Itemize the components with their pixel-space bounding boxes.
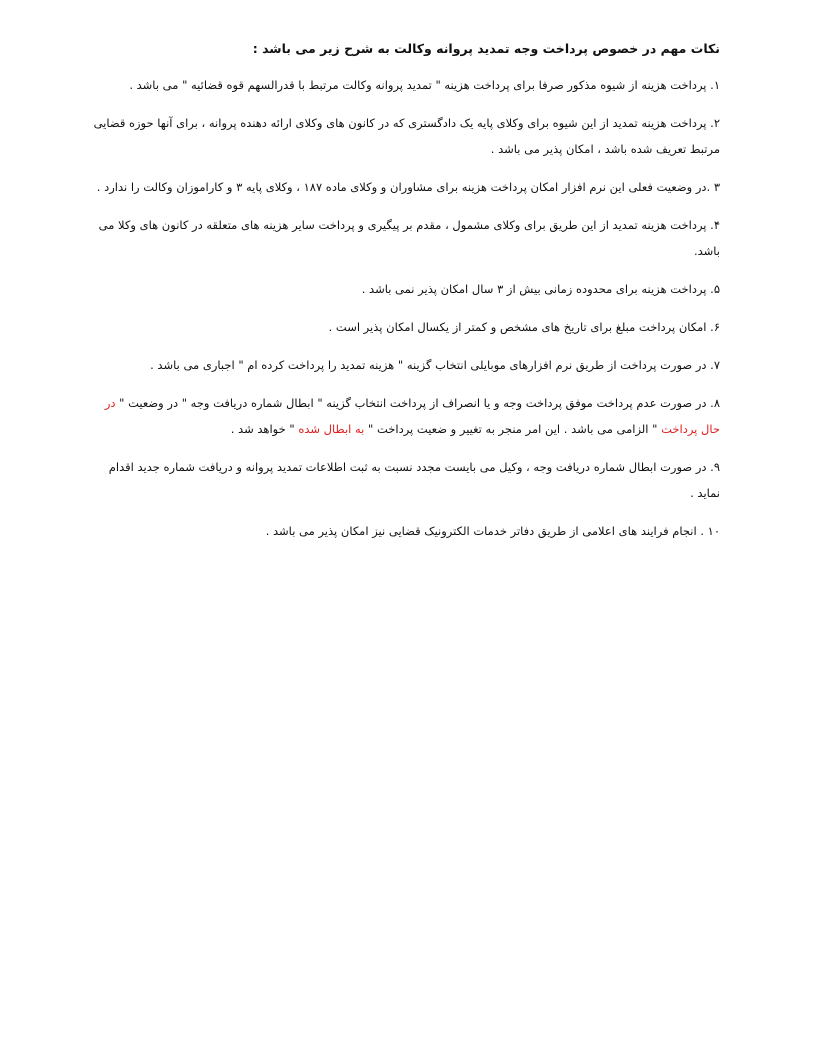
- note-item-6: ۶. امکان پرداخت مبلغ برای تاریخ های مشخص و کمتر از یکسال امکان پذیر است .: [328, 320, 720, 334]
- note-item-7: ۷. در صورت پرداخت از طریق نرم افزارهای موبایلی انتخاب گزینه " هزینه تمدید را پرداخت کرده ام " اجباری می باشد .: [150, 358, 720, 372]
- notes-list: [88, 72, 720, 544]
- status-cancelled: به ابطال شده: [298, 422, 365, 436]
- note-item-3: ۳ .در وضعیت فعلی این نرم افزار امکان پرداخت هزینه برای مشاوران و وکلای ماده ۱۸۷ ، وکلای پایه ۳ و کاراموزان وکالت را ندارد .: [96, 180, 720, 194]
- note-item-8: [88, 390, 720, 442]
- note-item-2: ۲. پرداخت هزینه تمدید از این شیوه برای وکلای پایه یک دادگستری که در کانون های وکلای ارائه دهنده پروانه ، برای آنها حوزه قضایی مرتبط تعریف شده باشد ، امکان پذیر می باشد .: [93, 116, 720, 156]
- document-page: [88, 36, 720, 556]
- note-8-text-middle: " الزامی می باشد . این امر منجر به تغییر و ضعیت پرداخت ": [364, 422, 662, 436]
- note-item-1: ۱. پرداخت هزینه از شیوه مذکور صرفا برای پرداخت هزینه " تمدید پروانه وکالت مرتبط با قدرالسهم قوه قضائیه " می باشد .: [129, 78, 720, 92]
- note-item-5: ۵. پرداخت هزینه برای محدوده زمانی بیش از ۳ سال امکان پذیر نمی باشد .: [361, 282, 720, 296]
- note-8-text-start: ۸. در صورت عدم پرداخت موفق پرداخت وجه و یا انصراف از پرداخت انتخاب گزینه " ابطال شماره دریافت وجه " در وضعیت ": [115, 396, 720, 410]
- note-item-4: ۴. پرداخت هزینه تمدید از این طریق برای وکلای مشمول ، مقدم بر پیگیری و پرداخت سایر هزینه های متعلقه در کانون های وکلا می باشد.: [98, 218, 720, 258]
- note-8-text-end: " خواهد شد .: [230, 422, 299, 436]
- document-heading: نکات مهم در خصوص پرداخت وجه تمدید پروانه وکالت به شرح زیر می باشد :: [252, 41, 720, 56]
- note-item-10: ۱۰ . انجام فرایند های اعلامی از طریق دفاتر خدمات الکترونیک قضایی نیز امکان پذیر می باشد .: [265, 524, 720, 538]
- status-in-payment: در حال پرداخت: [104, 396, 720, 436]
- note-item-9: ۹. در صورت ابطال شماره دریافت وجه ، وکیل می بایست مجدد نسبت به ثبت اطلاعات تمدید پروانه و دریافت شماره جدید اقدام نماید .: [108, 460, 720, 500]
